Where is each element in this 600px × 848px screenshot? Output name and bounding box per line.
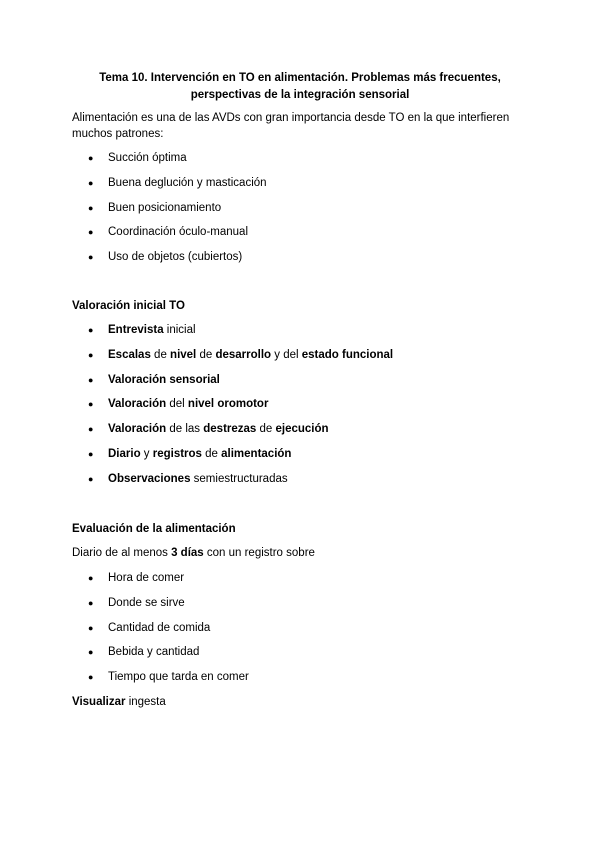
diario-bold: 3 días [171,547,204,559]
list-item [88,396,393,421]
list-item-text: ejecución [275,423,329,436]
visualizar-paragraph [72,694,532,710]
list-item [88,620,249,645]
bullet-icon: ● [88,325,94,335]
list-item [88,471,393,496]
list-item-text: y del [271,348,302,361]
list-item [88,372,393,397]
list-item-text: Valoración [108,398,167,411]
list-item [88,570,249,595]
bullet-icon: ● [88,153,94,163]
list-item-text: Valoración sensorial [108,373,220,386]
list-item-text: Escalas [108,348,151,361]
list-item-text: semiestructuradas [190,472,288,485]
list-item [88,224,267,249]
bullet-icon: ● [88,597,94,608]
patterns-list [88,150,267,274]
list-item [88,644,249,669]
list-item [88,200,267,225]
list-item-text: Hora de comer [108,572,185,584]
list-item [88,446,393,471]
list-item-text: de [196,348,216,361]
evaluacion-list [88,570,249,694]
valoracion-list [88,322,393,496]
bullet-icon: ● [88,177,94,188]
list-item-text: Buen posicionamiento [108,201,222,214]
bullet-icon: ● [88,252,94,263]
list-item-text: Diario [108,447,141,460]
list-item [88,150,267,175]
list-item-text: nivel [170,348,197,361]
list-item [88,249,267,274]
bullet-icon: ● [88,473,94,484]
list-item-text: destrezas [203,423,257,436]
list-item-text: Buena deglución y masticación [108,176,267,189]
bullet-icon: ● [88,399,94,410]
list-item-text: Succión óptima [108,152,187,164]
list-item-text: de [150,348,171,361]
intro-paragraph: Alimentación es una de las AVDs con gran importancia desde TO en la que interfieren muchos patrones: [72,112,510,140]
list-item-text: del [166,398,188,411]
list-item [88,175,267,200]
list-item-text: alimentación [221,447,292,460]
visualizar-rest: ingesta [125,696,166,708]
list-item-text: de [256,423,276,436]
diario-post: con un registro sobre [203,547,315,559]
bullet-icon: ● [88,573,94,583]
list-item-text: de [201,447,222,460]
list-item-text: Observaciones [108,472,191,485]
list-item-text: estado funcional [301,348,394,361]
list-item-text: Entrevista [108,324,164,336]
bullet-icon: ● [88,202,94,213]
list-item-text: Bebida y cantidad [108,646,200,659]
list-item-text: Tiempo que tarda en comer [108,671,249,684]
document-title: Tema 10. Intervención en TO en alimentación. Problemas más frecuentes, perspectivas de la integración sensorial [99,72,501,101]
list-item [88,347,393,372]
list-item [88,322,393,347]
list-item-text: Valoración [108,423,167,436]
list-item-text: registros [152,447,202,460]
bullet-icon: ● [88,374,94,385]
evaluacion-heading: Evaluación de la alimentación [72,523,236,535]
bullet-icon: ● [88,672,94,683]
bullet-icon: ● [88,622,94,633]
valoracion-heading: Valoración inicial TO [72,300,185,312]
list-item-text: y [140,447,153,460]
list-item-text: Cantidad de comida [108,621,211,634]
list-item-text: Donde se sirve [108,596,185,609]
list-item [88,421,393,446]
list-item-text: Uso de objetos (cubiertos) [108,251,243,264]
bullet-icon: ● [88,448,94,459]
bullet-icon: ● [88,647,94,658]
bullet-icon: ● [88,227,94,238]
list-item [88,595,249,620]
list-item-text: nivel oromotor [187,398,269,411]
list-item [88,669,249,694]
bullet-icon: ● [88,424,94,435]
list-item-text: desarrollo [215,348,272,361]
diario-pre: Diario de al menos [72,547,172,559]
list-item-text: inicial [163,324,196,336]
list-item-text: Coordinación óculo-manual [108,226,248,239]
visualizar-bold: Visualizar [72,696,126,708]
bullet-icon: ● [88,349,94,360]
list-item-text: de las [166,423,204,436]
diario-paragraph [72,545,532,561]
